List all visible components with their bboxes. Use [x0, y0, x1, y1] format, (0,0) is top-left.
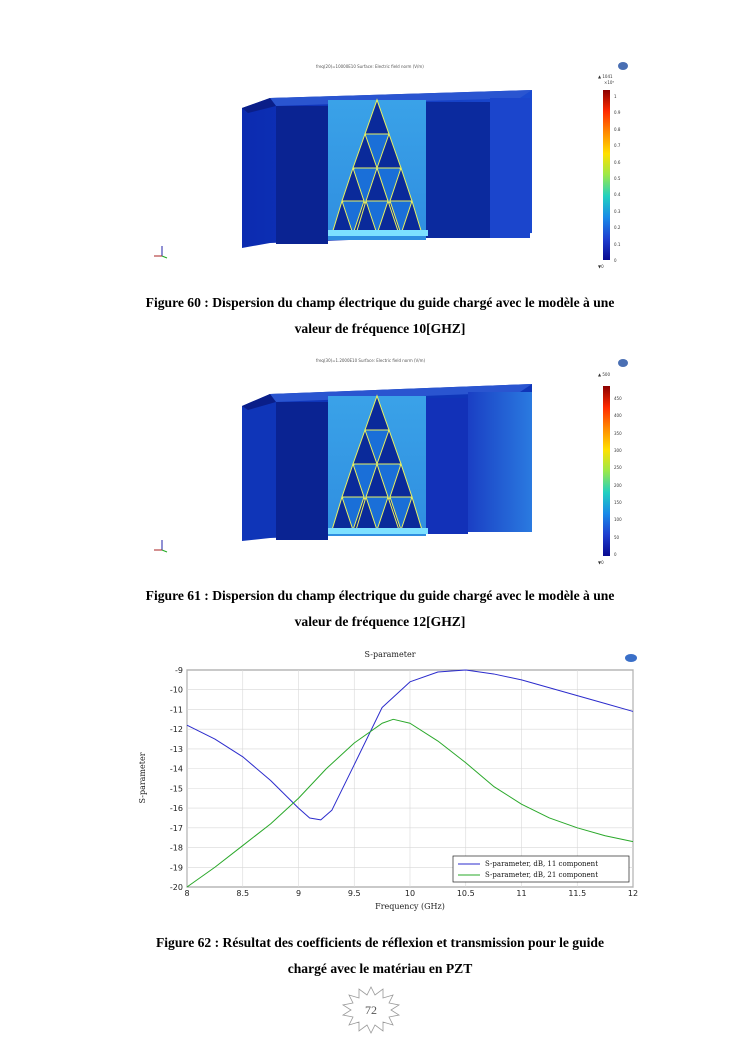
figure62-caption-line1: Figure 62 : Résultat des coefficients de réflexion et transmission pour le guide — [155, 935, 605, 950]
colorbar-tick-label: 0.7 — [614, 143, 621, 149]
colorbar-tick-label: 400 — [614, 413, 622, 419]
colorbar-tick-label: 0.4 — [614, 192, 621, 198]
figure60-plot-title: freq(20)=10000E10 Surface: Electric field norm (V/m) — [316, 64, 424, 69]
colorbar-tick-label: 200 — [614, 482, 622, 488]
colorbar-tick-label: 0.5 — [614, 176, 621, 181]
y-tick-label: -17 — [169, 823, 183, 833]
x-tick-label: 9 — [295, 889, 302, 898]
figure60-colorbar — [603, 90, 610, 260]
colorbar-tick-label: 0.2 — [614, 225, 621, 231]
figure61-caption-line2: valeur de fréquence 12[GHZ] — [294, 614, 466, 629]
colorbar-tick-label: 350 — [614, 430, 622, 436]
chart-toolbar-icon[interactable] — [625, 654, 637, 662]
y-tick-label: -12 — [169, 725, 183, 735]
chart-legend — [453, 856, 629, 882]
colorbar-tick-label: 300 — [614, 448, 622, 453]
y-tick-label: -19 — [169, 863, 183, 873]
x-tick-label: 12 — [627, 889, 639, 898]
y-tick-label: -9 — [175, 666, 183, 675]
colorbar-tick-label: 0.8 — [614, 126, 621, 132]
x-tick-label: 11.5 — [568, 889, 587, 898]
colorbar-tick-label: 0 — [614, 552, 617, 557]
colorbar-tick-label: 1 — [614, 94, 617, 99]
colorbar-tick-label: 0 — [614, 258, 617, 263]
colorbar-tick-label: 150 — [614, 500, 622, 505]
x-tick-label: 8.5 — [236, 889, 250, 898]
y-tick-label: -10 — [169, 685, 183, 695]
legend-s11-label: S-parameter, dB, 11 component — [485, 860, 599, 868]
colorbar-tick-label: 0.1 — [614, 241, 621, 247]
colorbar-tick-label: 0.9 — [614, 110, 621, 116]
figure62-caption-line2: chargé avec le matériau en PZT — [287, 961, 473, 976]
page-number: 72 — [365, 1003, 377, 1017]
figure60-caption-line2: valeur de fréquence 10[GHZ] — [294, 321, 466, 336]
y-tick-label: -16 — [169, 804, 183, 814]
colorbar-tick-label: 0.3 — [614, 208, 621, 214]
axis-triad-icon — [152, 538, 168, 554]
x-tick-label: 10.5 — [456, 889, 475, 898]
x-tick-label: 11 — [516, 889, 527, 898]
axis-triad-icon — [152, 244, 168, 260]
figure61-colorbar-max: ▲ 500 — [598, 372, 610, 377]
x-tick-label: 10 — [404, 889, 416, 898]
figure61-colorbar — [603, 386, 610, 556]
colorbar-tick-label: 0.6 — [614, 159, 621, 165]
s-parameter-chart — [135, 646, 645, 916]
colorbar-tick-label: 250 — [614, 465, 622, 471]
figure61-toolbar-icon[interactable] — [618, 359, 628, 367]
figure60-caption-line1: Figure 60 : Dispersion du champ électrique du guide chargé avec le modèle à une — [145, 295, 615, 310]
y-tick-label: -14 — [169, 764, 183, 774]
figure60-waveguide-render — [240, 78, 540, 253]
figure61-plot-title: freq(30)=1.2000E10 Surface: Electric field norm (V/m) — [316, 358, 426, 363]
y-tick-label: -18 — [169, 843, 183, 853]
y-tick-label: -15 — [169, 784, 183, 794]
figure60-colorbar-min: ▼0 — [598, 264, 604, 269]
figure60-toolbar-icon[interactable] — [618, 62, 628, 70]
figure61-colorbar-min: ▼0 — [598, 560, 604, 565]
figure60-colorbar-exponent: ×10⁵ — [604, 80, 615, 85]
figure61-caption-line1: Figure 61 : Dispersion du champ électrique du guide chargé avec le modèle à une — [145, 588, 615, 603]
figure61-waveguide-render — [240, 376, 540, 546]
y-tick-label: -20 — [169, 883, 183, 892]
x-tick-label: 8 — [184, 889, 190, 898]
legend-s21-label: S-parameter, dB, 21 component — [485, 871, 599, 879]
y-tick-label: -11 — [169, 705, 183, 715]
colorbar-tick-label: 50 — [614, 534, 620, 540]
y-axis-label: S-parameter — [138, 752, 147, 804]
figure60-colorbar-max: ▲ 1041 — [598, 74, 613, 79]
x-tick-label: 9.5 — [347, 889, 361, 898]
x-axis-label: Frequency (GHz) — [375, 902, 445, 911]
colorbar-tick-label: 450 — [614, 396, 622, 401]
colorbar-tick-label: 100 — [614, 517, 622, 523]
y-tick-label: -13 — [169, 744, 183, 754]
chart-title: S-parameter — [364, 650, 416, 659]
